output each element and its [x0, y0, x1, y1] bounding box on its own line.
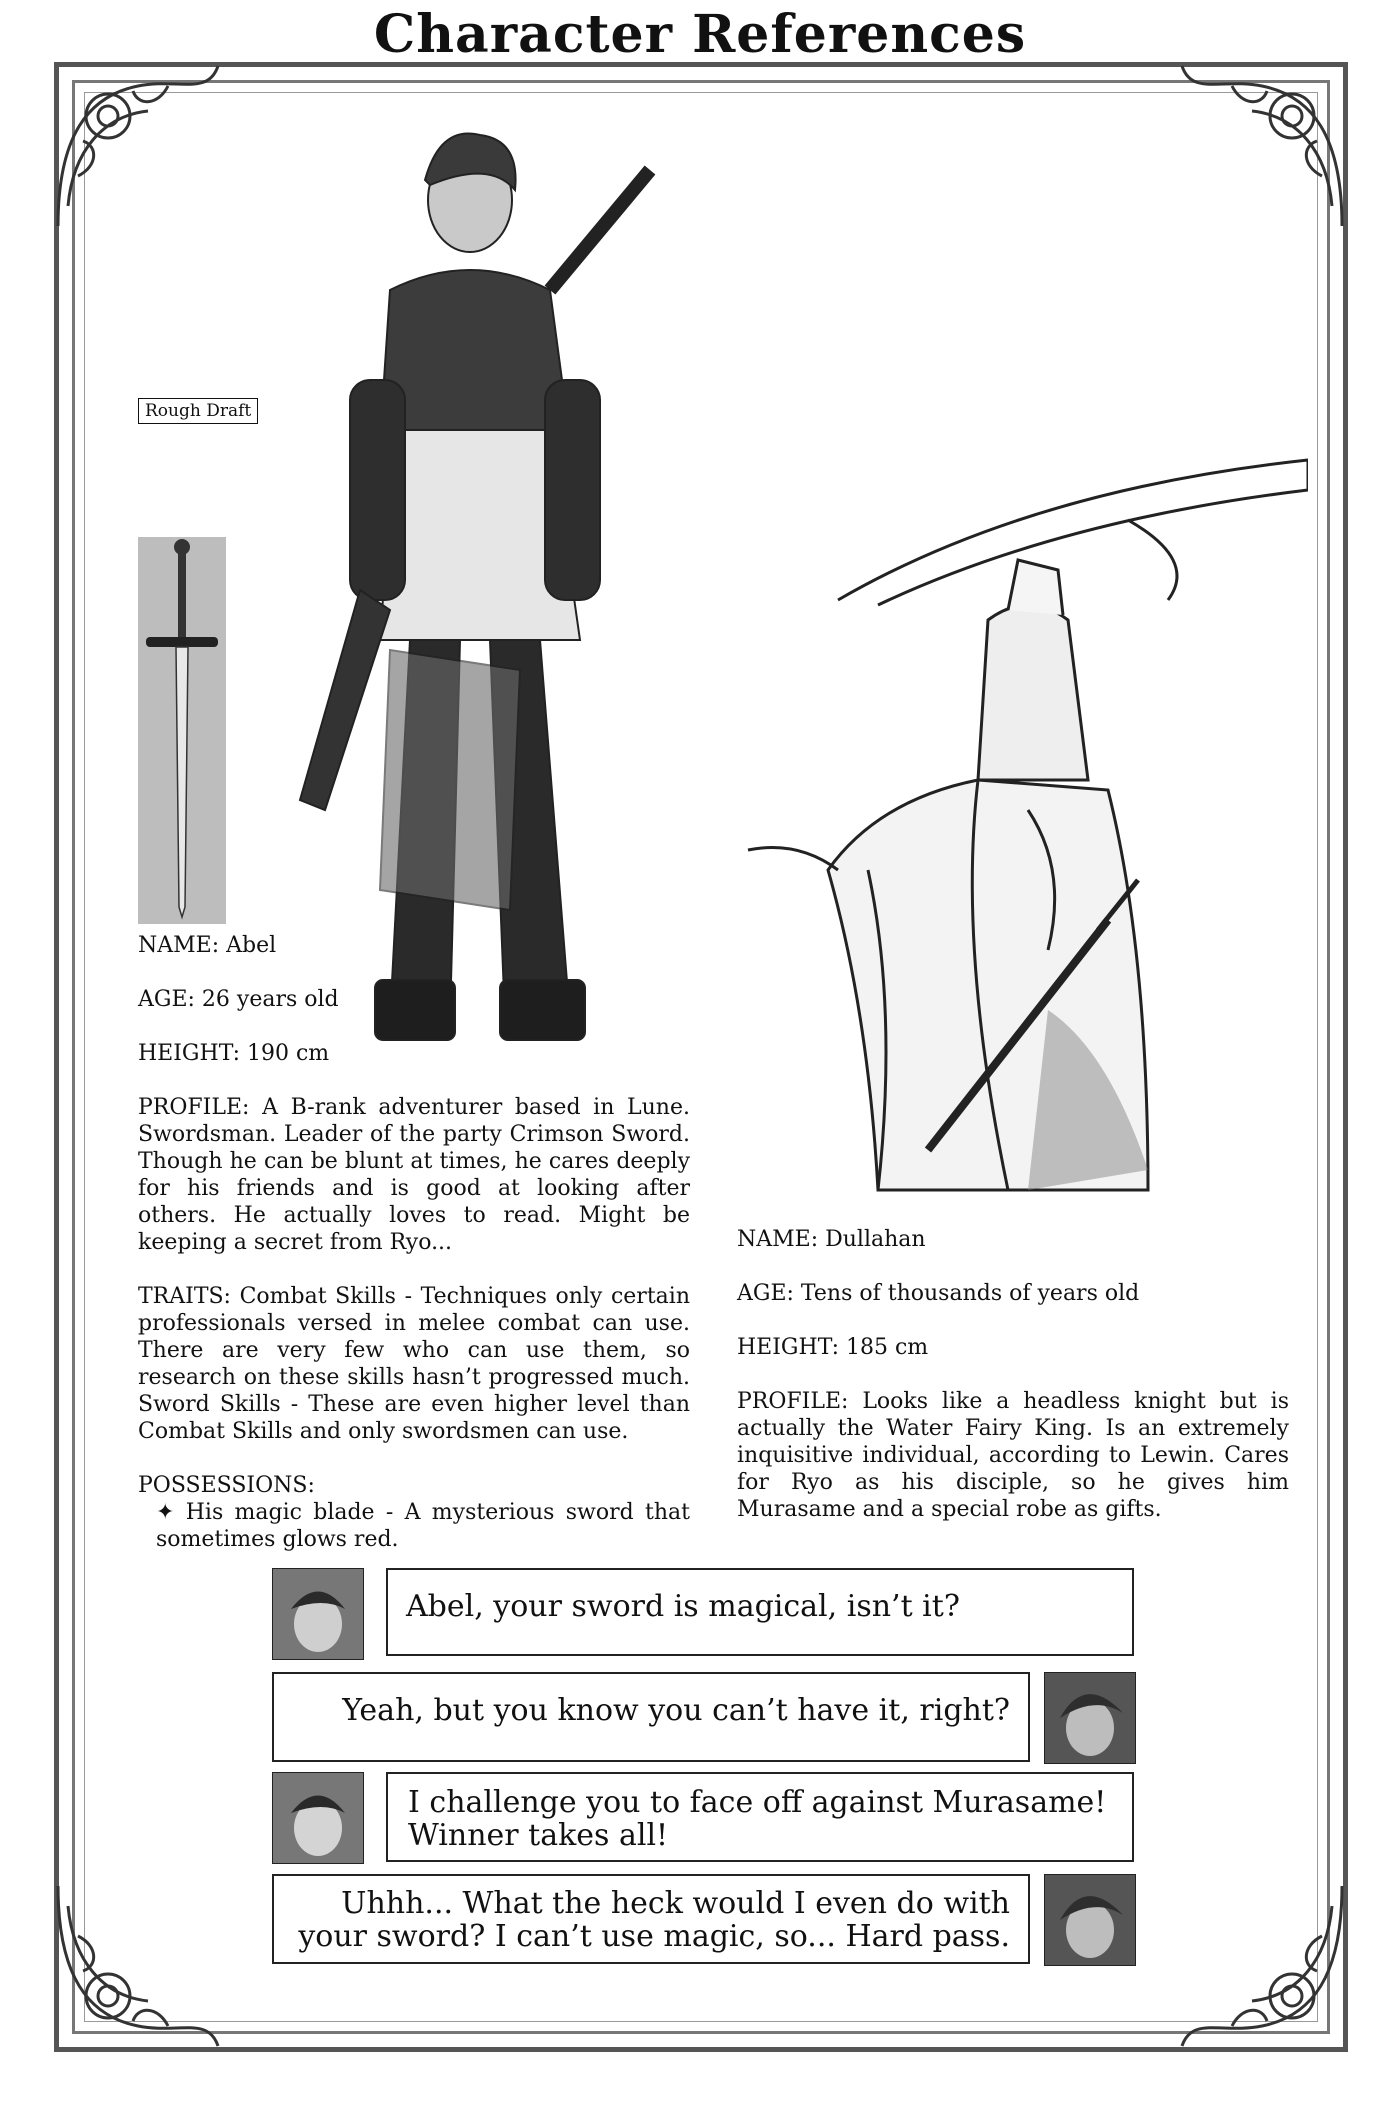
- ryo-avatar: [272, 1772, 364, 1864]
- dullahan-age: AGE: Tens of thousands of years old: [737, 1281, 1140, 1306]
- abel-profile: PROFILE: A B-rank adventurer based in Lune. Swordsman. Leader of the party Crimson Sword. Though he can be blunt at times, he cares deeply for his friends and is good at looking after others. He actually loves to read. Might be keeping a secret from Ryo...: [138, 1095, 690, 1255]
- dialogue-bubble-2: Yeah, but you know you can’t have it, right?: [272, 1672, 1030, 1762]
- dialogue-bubble-4: Uhhh... What the heck would I even do with your sword? I can’t use magic, so... Hard pass.: [272, 1874, 1030, 1964]
- abel-avatar: [1044, 1672, 1136, 1764]
- dullahan-illustration: [728, 450, 1308, 1200]
- corner-ornament-bottom-left: [48, 1876, 228, 2056]
- corner-ornament-top-right: [1172, 56, 1352, 236]
- dullahan-height: HEIGHT: 185 cm: [737, 1335, 929, 1360]
- dialogue-bubble-1: Abel, your sword is magical, isn’t it?: [386, 1568, 1134, 1656]
- abel-age: AGE: 26 years old: [138, 987, 339, 1012]
- corner-ornament-top-left: [48, 56, 228, 236]
- abel-name: NAME: Abel: [138, 933, 277, 958]
- dullahan-profile: PROFILE: Looks like a headless knight but is actually the Water Fairy King. Is an extremely inquisitive individual, according to Lewin. Cares for Ryo as his disciple, so he gives him Murasame and a special robe as gifts.: [737, 1389, 1289, 1522]
- abel-possession-item: ✦ His magic blade - A mysterious sword that sometimes glows red.: [156, 1500, 690, 1552]
- abel-illustration: [280, 110, 660, 1060]
- rough-draft-tag: Rough Draft: [138, 398, 258, 424]
- abel-traits: TRAITS: Combat Skills - Techniques only certain professionals versed in melee combat can use. There are very few who can use them, so research on these skills hasn’t progressed much. Sword Skills - These are even higher level than Combat Skills and only swordsmen can use.: [138, 1284, 690, 1444]
- abel-possessions-label: POSSESSIONS:: [138, 1473, 315, 1498]
- ryo-avatar: [272, 1568, 364, 1660]
- abel-height: HEIGHT: 190 cm: [138, 1041, 330, 1066]
- abel-avatar: [1044, 1874, 1136, 1966]
- sword-icon: [138, 537, 226, 924]
- dullahan-name: NAME: Dullahan: [737, 1227, 926, 1252]
- sword-reference-panel: [138, 537, 226, 924]
- page-title: Character References: [373, 4, 1027, 65]
- dialogue-bubble-3: I challenge you to face off against Murasame! Winner takes all!: [386, 1772, 1134, 1862]
- corner-ornament-bottom-right: [1172, 1876, 1352, 2056]
